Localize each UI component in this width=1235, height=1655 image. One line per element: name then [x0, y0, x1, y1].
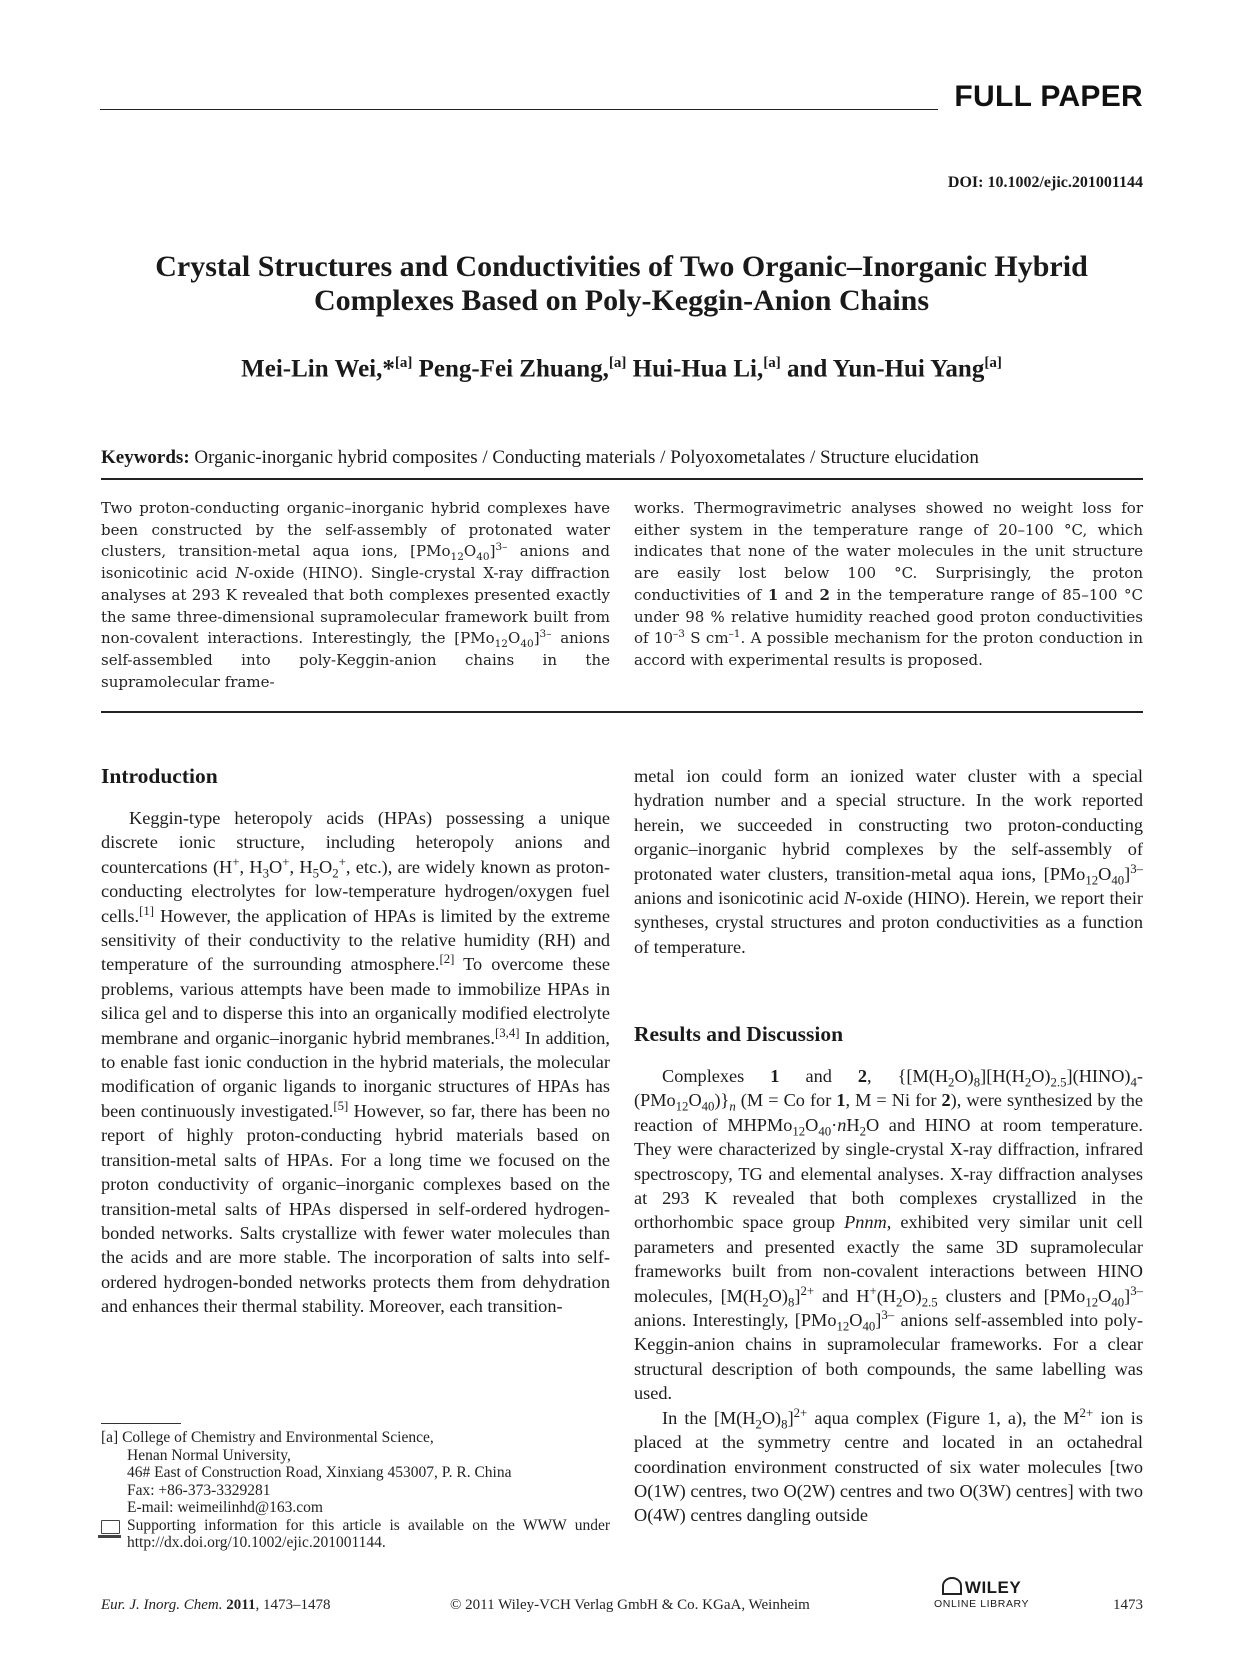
- keywords-text: Organic-inorganic hybrid composites / Conducting materials / Polyoxometalates / Structure elucidation: [194, 447, 979, 468]
- abstract-text: in the temperature range of 85–100 °C under 98 % relative humidity reached good proton conductivities of 10: [634, 585, 1143, 648]
- author-affiliation: [a]: [984, 355, 1002, 371]
- footnote-rule: [101, 1423, 181, 1424]
- wiley-seal-icon: [942, 1577, 962, 1595]
- abstract-text: -oxide (HINO). Single-crystal X-ray diffraction analyses at 293 K revealed that both complexes presented exactly the same three-dimensional supramolecular framework built from non-covalent interactions. Interestingly, the [PMo: [101, 564, 610, 648]
- abstract-text: anions self-assembled into poly-Keggin-anion chains in the supramolecular frame-: [101, 629, 610, 691]
- journal-citation: Eur. J. Inorg. Chem. 2011, 1473–1478: [101, 1597, 331, 1613]
- supporting-info-note: Supporting information for this article is available on the WWW under http://dx.doi.org/10.1002/ejic.201001144.: [127, 1516, 610, 1551]
- author-affiliation: [a]: [608, 355, 627, 371]
- author-name: and Yun-Hui Yang: [787, 355, 985, 383]
- section-heading-introduction: Introduction: [101, 764, 218, 788]
- article-title: Crystal Structures and Conductivities of Two Organic–Inorganic Hybrid Complexes Based on Poly-Keggin-Anion Chains: [155, 250, 1088, 317]
- abstract-top-rule: [101, 478, 1143, 480]
- abstract-column-1: Two proton-conducting organic–inorganic hybrid complexes have been constructed by the self-assembly of protonated water clusters, transition-metal aqua ions, $[PMo_{12}O_{40}]^{3-}$ anions and isonicotinic acid N-oxide (HINO). Single-crystal X-ray diffraction analyses at 293 K revealed that both complexes presented exactly the same three-dimensional supramolecular framework built from non-covalent interactions. Interestingly, the $[PMo_{12}O_{40}]^{3-}$ anions self-assembled into poly-Keggin-anion chains in the supramolecular frame-: [101, 499, 610, 691]
- header-rule: [100, 109, 938, 110]
- wiley-logo: WILEY ONLINE LIBRARY: [934, 1578, 1030, 1610]
- author-affiliation: [a]: [763, 355, 781, 371]
- paragraph: In the $[M(H_2O)_8]^{2+}$ aqua complex (Figure 1, a), the $M^{2+}$ ion is placed at the symmetry centre and located in an octahedral coordination environment constructed of six water molecules [two O(1W) centres, two O(2W) centres and two O(3W) centres] with two O(4W) centres dangling outside: [634, 1405, 1143, 1526]
- page-number: 1473: [1113, 1597, 1143, 1613]
- author-affiliation: [a]: [394, 355, 413, 371]
- paragraph: metal ion could form an ionized water cluster with a special hydration number and a special structure. In the work reported herein, we succeeded in constructing two proton-conducting organic–inorganic hybrid complexes by the self-assembly of protonated water clusters, transition-metal aqua ions, $[PMo_{12}O_{40}]^{3-}$ anions and isonicotinic acid N-oxide (HINO). Herein, we report their syntheses, crystal structures and proton conductivities as a function of temperature.: [634, 766, 1143, 957]
- author-name: Peng-Fei Zhuang,: [418, 355, 609, 383]
- paragraph: Complexes 1 and 2, $\{[M(H_2O)_8][H(H_2O)_{2.5}](HINO)_4-(PMo_{12}O_{40})\}_n$ (M = Co for 1, M = Ni for 2), were synthesized by the reaction of $MHPMo_{12}O_{40}\cdot nH_2O$ and HINO at room temperature. They were characterized by single-crystal X-ray diffraction, infrared spectroscopy, TG and elemental analyses. X-ray diffraction analyses at 293 K revealed that both complexes crystallized in the orthorhombic space group Pnnm, exhibited very similar unit cell parameters and presented exactly the same 3D supramolecular frameworks built from non-covalent interactions between HINO molecules, $[M(H_2O)_8]^{2+}$ and $H^+(H_2O)_{2.5}$ clusters and $[PMo_{12}O_{40}]^{3-}$ anions. Interestingly, $[PMo_{12}O_{40}]^{3-}$ anions self-assembled into poly-Keggin-anion chains in supramolecular frameworks. For a clear structural description of both compounds, the same labelling was used.: [634, 1066, 1144, 1404]
- introduction-body-continued: [634, 764, 1143, 959]
- introduction-body: [101, 806, 610, 1319]
- abstract-text: Two proton-conducting organic–inorganic hybrid complexes have been constructed by the self-assembly of protonated water clusters, transition-metal aqua ions, [PMo: [101, 499, 610, 561]
- author-name: Mei-Lin Wei,*: [241, 355, 395, 383]
- abstract-text: anions and isonicotinic acid: [101, 542, 610, 583]
- affiliation-footnote: [a] College of Chemistry and Environmental Science, Henan Normal University, 46# East of Construction Road, Xinxiang 453007, P. R. China Fax: +86-373-3329281 E-mail: weimeilinhd@163.com Supporting information for this article is available on the WWW under http://dx.doi.org/10.1002/ejic.201001144.: [101, 1429, 610, 1551]
- keywords-label: Keywords:: [101, 447, 190, 468]
- doi: DOI: 10.1002/ejic.201001144: [947, 174, 1143, 191]
- abstract-bottom-rule: [101, 711, 1143, 713]
- copyright: © 2011 Wiley-VCH Verlag GmbH & Co. KGaA, Weinheim: [450, 1597, 810, 1613]
- abstract-text: S cm: [690, 629, 729, 648]
- section-label: FULL PAPER: [954, 80, 1143, 113]
- abstract-text: works. Thermogravimetric analyses showed no weight loss for either system in the temperature range of 20–100 °C, which indicates that none of the water molecules in the unit structure are easily lost below 100 °C. Surprisingly, the proton conductivities of: [634, 499, 1143, 604]
- abstract-text: . A possible mechanism for the proton conduction in accord with experimental results is proposed.: [634, 629, 1143, 669]
- keywords: [101, 447, 979, 469]
- author-list: [100, 355, 1143, 383]
- author-name: Hui-Hua Li,: [632, 355, 764, 383]
- paragraph: Keggin-type heteropoly acids (HPAs) possessing a unique discrete ionic structure, including heteropoly anions and countercations (H+, $H_3O^+$, $H_5O_2^+$, etc.), are widely known as proton-conducting electrolytes for low-temperature hydrogen/oxygen fuel cells.[1] However, the application of HPAs is limited by the extreme sensitivity of their conductivity to the relative humidity (RH) and temperature of the surrounding atmosphere.[2] To overcome these problems, various attempts have been made to immobilize HPAs in silica gel and to disperse this into an organically modified electrolyte membrane and organic–inorganic hybrid membranes.[3,4] In addition, to enable fast ionic conduction in the hybrid materials, the molecular modification of organic ligands to inorganic structures of HPAs has been continuously investigated.[5] However, so far, there has been no report of highly proton-conducting hybrid materials based on transition-metal salts of HPAs. For a long time we focused on the proton conductivity of organic–inorganic complexes based on the transition-metal salts of HPAs dispersed in self-ordered hydrogen-bonded networks. Salts crystallize with fewer water molecules than the acids and are more stable. The incorporation of salts into self-ordered hydrogen-bonded networks protects them from dehydration and enhances their thermal stability. Moreover, each transition-: [101, 808, 611, 1317]
- abstract-column-2: works. Thermogravimetric analyses showed no weight loss for either system in the temperature range of 20–100 °C, which indicates that none of the water molecules in the unit structure are easily lost below 100 °C. Surprisingly, the proton conductivities of 1 and 2 in the temperature range of 85–100 °C under 98 % relative humidity reached good proton conductivities of $10^{-3}$ S $cm^{-1}$. A possible mechanism for the proton conduction in accord with experimental results is proposed.: [634, 499, 1143, 669]
- section-heading-results: Results and Discussion: [634, 1022, 844, 1046]
- abstract-text: and: [784, 585, 813, 604]
- computer-icon: [101, 1520, 120, 1534]
- results-body: [634, 1064, 1143, 1528]
